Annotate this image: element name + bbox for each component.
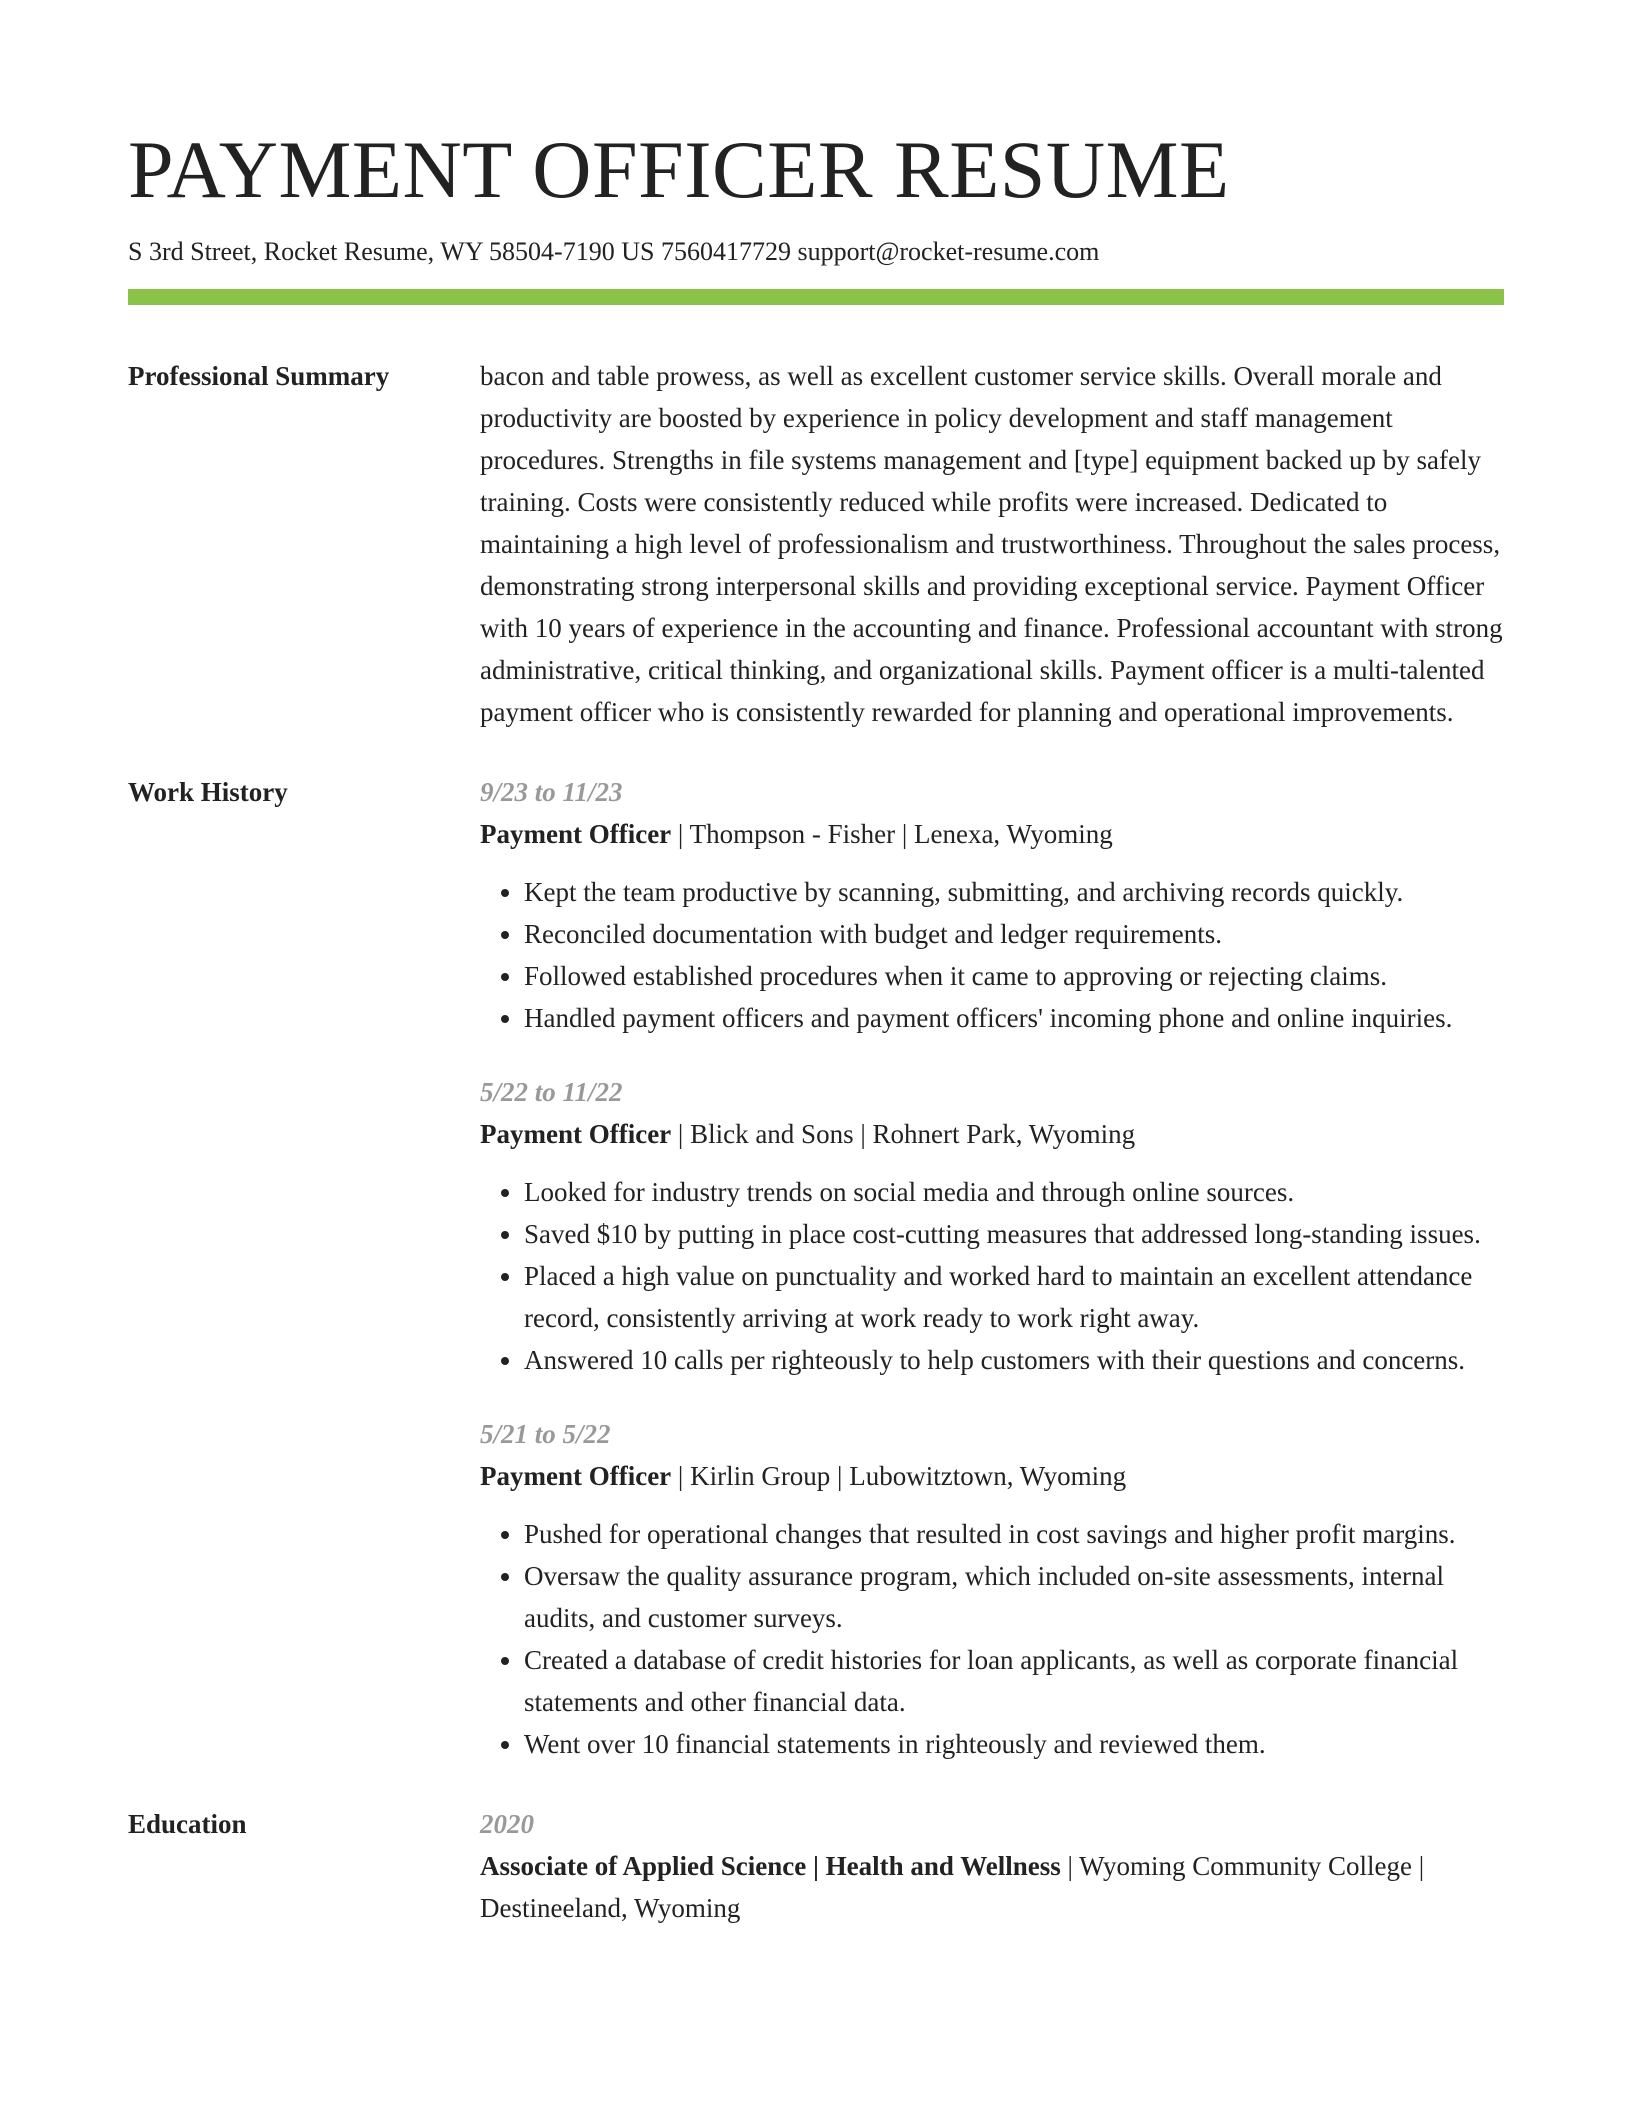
summary-body <box>480 355 1504 733</box>
job-bullet: • Pushed for operational changes that resulted in cost savings and higher profit margins. <box>524 1513 1504 1555</box>
summary-text: bacon and table prowess, as well as excellent customer service skills. Overall morale and productivity are boosted by experience in policy development and staff management procedures. Strengths in file systems management and [type] equipment backed up by safely training. Costs were consistently reduced while profits were increased. Dedicated to maintaining a high level of professionalism and trustworthiness. Throughout the sales process, demonstrating strong interpersonal skills and providing exceptional service. Payment Officer with 10 years of experience in the accounting and finance. Professional accountant with strong administrative, critical thinking, and organizational skills. Payment officer is a multi-talented payment officer who is consistently rewarded for planning and operational improvements. <box>480 361 1503 727</box>
job-entry <box>480 771 1504 1039</box>
work-history-body <box>480 771 1504 1765</box>
job-bullet: • Looked for industry trends on social media and through online sources. <box>524 1171 1504 1213</box>
summary-label: Professional Summary <box>128 361 390 391</box>
job-bullets <box>480 1171 1504 1381</box>
job-bullets <box>480 871 1504 1039</box>
job-dates: 9/23 to 11/23 <box>480 777 623 807</box>
job-bullets <box>480 1513 1504 1765</box>
education-section <box>128 1803 1504 1929</box>
summary-section <box>128 355 1504 733</box>
accent-divider <box>128 289 1504 305</box>
job-bullet: • Created a database of credit histories for loan applicants, as well as corporate financial statements and other financial data. <box>524 1639 1504 1723</box>
job-bullet: • Placed a high value on punctuality and worked hard to maintain an excellent attendance record, consistently arriving at work ready to work right away. <box>524 1255 1504 1339</box>
job-dates: 5/22 to 11/22 <box>480 1077 623 1107</box>
job-role-line <box>480 1113 1504 1155</box>
work-history-section <box>128 771 1504 1765</box>
page-title: PAYMENT OFFICER RESUME <box>128 124 1230 215</box>
education-year: 2020 <box>480 1809 534 1839</box>
job-bullet: • Followed established procedures when it came to approving or rejecting claims. <box>524 955 1504 997</box>
job-details: | Thompson - Fisher | Lenexa, Wyoming <box>671 819 1113 849</box>
job-bullet: • Went over 10 financial statements in righteously and reviewed them. <box>524 1723 1504 1765</box>
job-bullet: • Answered 10 calls per righteously to help customers with their questions and concerns. <box>524 1339 1504 1381</box>
education-label: Education <box>128 1809 247 1839</box>
job-bullet: • Handled payment officers and payment officers' incoming phone and online inquiries. <box>524 997 1504 1039</box>
job-bullet: • Reconciled documentation with budget and ledger requirements. <box>524 913 1504 955</box>
job-bullet: • Saved $10 by putting in place cost-cutting measures that addressed long-standing issues. <box>524 1213 1504 1255</box>
job-entry <box>480 1071 1504 1381</box>
education-degree: Associate of Applied Science | Health and Wellness <box>480 1851 1061 1881</box>
education-details: | Wyoming Community College | Destineeland, Wyoming <box>480 1851 1425 1923</box>
job-title: Payment Officer <box>480 819 672 849</box>
job-bullet: • Kept the team productive by scanning, submitting, and archiving records quickly. <box>524 871 1504 913</box>
job-bullet: • Oversaw the quality assurance program, which included on-site assessments, internal audits, and customer surveys. <box>524 1555 1504 1639</box>
job-dates: 5/21 to 5/22 <box>480 1419 611 1449</box>
job-title: Payment Officer <box>480 1119 672 1149</box>
job-entry <box>480 1413 1504 1765</box>
job-title: Payment Officer <box>480 1461 672 1491</box>
job-details: | Blick and Sons | Rohnert Park, Wyoming <box>671 1119 1136 1149</box>
education-line <box>480 1845 1504 1929</box>
job-role-line <box>480 1455 1504 1497</box>
education-body <box>480 1803 1504 1929</box>
job-details: | Kirlin Group | Lubowitztown, Wyoming <box>671 1461 1127 1491</box>
contact-info: S 3rd Street, Rocket Resume, WY 58504-7190 US 7560417729 support@rocket-resume.com <box>128 237 1100 266</box>
work-history-label: Work History <box>128 777 288 807</box>
job-role-line <box>480 813 1504 855</box>
